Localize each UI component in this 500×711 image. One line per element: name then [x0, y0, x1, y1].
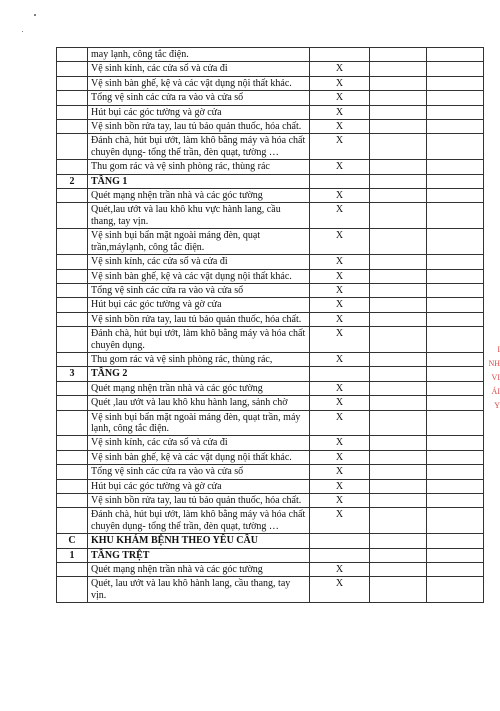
empty-frequency-cell	[427, 563, 484, 577]
daily-mark-cell: X	[310, 577, 370, 603]
task-description-cell: Vệ sinh bàn ghế, kệ và các vật dụng nội thất khác.	[88, 450, 310, 464]
stamp-text-line: NH	[488, 359, 500, 368]
task-description-cell: Vệ sinh kính, các cửa sổ và cửa đi	[88, 62, 310, 76]
row-index-cell	[57, 327, 88, 353]
row-index-cell	[57, 134, 88, 160]
task-row	[57, 465, 484, 479]
task-description-cell: Quét ,lau ướt và lau khô khu hành lang, sảnh chờ	[88, 396, 310, 410]
empty-frequency-cell	[427, 577, 484, 603]
stamp-text-line: I	[497, 345, 500, 354]
daily-mark-cell: X	[310, 91, 370, 105]
task-description-cell: Quét mạng nhện trần nhà và các góc tường	[88, 563, 310, 577]
row-index-cell	[57, 450, 88, 464]
task-row	[57, 450, 484, 464]
empty-frequency-cell	[370, 48, 427, 62]
task-description-cell: Vệ sinh bồn rửa tay, lau tủ bảo quản thuốc, hóa chất.	[88, 494, 310, 508]
section-header-row	[57, 548, 484, 562]
task-row	[57, 298, 484, 312]
daily-mark-cell: X	[310, 563, 370, 577]
task-description-cell: Hút bụi các góc tường và gờ cửa	[88, 479, 310, 493]
row-index-cell	[57, 479, 88, 493]
empty-frequency-cell	[370, 534, 427, 548]
task-row	[57, 410, 484, 436]
daily-mark-cell: X	[310, 105, 370, 119]
empty-frequency-cell	[370, 312, 427, 326]
empty-frequency-cell	[427, 410, 484, 436]
stamp-text-line: VI	[491, 373, 500, 382]
empty-frequency-cell	[370, 160, 427, 174]
task-row	[57, 381, 484, 395]
task-row	[57, 563, 484, 577]
empty-frequency-cell	[370, 396, 427, 410]
empty-frequency-cell	[427, 367, 484, 381]
empty-frequency-cell	[427, 312, 484, 326]
empty-frequency-cell	[370, 548, 427, 562]
row-index-cell	[57, 577, 88, 603]
row-index-cell	[57, 269, 88, 283]
empty-frequency-cell	[427, 298, 484, 312]
row-index-cell	[57, 396, 88, 410]
task-description-cell: Đánh chà, hút bụi ướt, làm khô bằng máy và hóa chất chuyên dụng- tổng thể trần, đèn quạt, tường …	[88, 508, 310, 534]
task-row	[57, 312, 484, 326]
task-row	[57, 396, 484, 410]
task-description-cell: Tổng vệ sinh các cửa ra vào và cửa sổ	[88, 465, 310, 479]
empty-frequency-cell	[427, 120, 484, 134]
task-description-cell: Thu gom rác và vệ sinh phòng rác, thùng rác	[88, 160, 310, 174]
row-index-cell	[57, 563, 88, 577]
empty-frequency-cell	[370, 189, 427, 203]
section-header-row	[57, 367, 484, 381]
task-row	[57, 479, 484, 493]
task-description-cell: may lạnh, công tắc điện.	[88, 48, 310, 62]
empty-frequency-cell	[427, 255, 484, 269]
daily-mark-cell	[310, 174, 370, 188]
task-row	[57, 160, 484, 174]
row-index-cell	[57, 120, 88, 134]
row-index-cell	[57, 494, 88, 508]
empty-frequency-cell	[427, 450, 484, 464]
daily-mark-cell	[310, 534, 370, 548]
daily-mark-cell: X	[310, 62, 370, 76]
task-row	[57, 508, 484, 534]
red-stamp-fragment	[482, 343, 500, 441]
empty-frequency-cell	[427, 436, 484, 450]
daily-mark-cell: X	[310, 283, 370, 297]
row-index-cell	[57, 410, 88, 436]
task-description-cell: Tổng vệ sinh các cửa ra vào và cửa sổ	[88, 283, 310, 297]
task-row	[57, 327, 484, 353]
task-row	[57, 255, 484, 269]
empty-frequency-cell	[427, 91, 484, 105]
stamp-text-line: ÁI	[491, 387, 500, 396]
task-description-cell: Vệ sinh bồn rửa tay, lau tủ bảo quản thuốc, hóa chất.	[88, 120, 310, 134]
empty-frequency-cell	[427, 479, 484, 493]
daily-mark-cell: X	[310, 76, 370, 90]
task-row	[57, 229, 484, 255]
task-row	[57, 494, 484, 508]
empty-frequency-cell	[370, 229, 427, 255]
row-index-cell	[57, 105, 88, 119]
row-index-cell	[57, 91, 88, 105]
empty-frequency-cell	[427, 269, 484, 283]
empty-frequency-cell	[370, 174, 427, 188]
task-description-cell: Thu gom rác và vệ sinh phòng rác, thùng rác,	[88, 352, 310, 366]
task-description-cell: Vệ sinh kính, các cửa sổ và cửa đi	[88, 255, 310, 269]
daily-mark-cell	[310, 48, 370, 62]
task-table-body	[57, 48, 484, 603]
empty-frequency-cell	[427, 62, 484, 76]
task-description-cell: Vệ sinh bàn ghế, kệ và các vật dụng nội thất khác.	[88, 76, 310, 90]
task-description-cell: Quét mạng nhện trần nhà và các góc tường	[88, 189, 310, 203]
daily-mark-cell: X	[310, 327, 370, 353]
row-index-cell	[57, 189, 88, 203]
empty-frequency-cell	[370, 255, 427, 269]
daily-mark-cell: X	[310, 189, 370, 203]
row-index-cell	[57, 160, 88, 174]
task-row	[57, 436, 484, 450]
task-description-cell: KHU KHÁM BỆNH THEO YÊU CẦU	[88, 534, 310, 548]
row-index-cell: 2	[57, 174, 88, 188]
empty-frequency-cell	[427, 229, 484, 255]
row-index-cell: 1	[57, 548, 88, 562]
empty-frequency-cell	[370, 76, 427, 90]
task-description-cell: Hút bụi các góc tường và gờ cửa	[88, 105, 310, 119]
empty-frequency-cell	[370, 577, 427, 603]
daily-mark-cell: X	[310, 465, 370, 479]
row-index-cell: C	[57, 534, 88, 548]
empty-frequency-cell	[370, 203, 427, 229]
empty-frequency-cell	[370, 298, 427, 312]
task-description-cell: Quét mạng nhện trần nhà và các góc tường	[88, 381, 310, 395]
empty-frequency-cell	[427, 548, 484, 562]
task-description-cell: TẦNG 2	[88, 367, 310, 381]
task-row	[57, 62, 484, 76]
daily-mark-cell	[310, 367, 370, 381]
task-description-cell: TẦNG 1	[88, 174, 310, 188]
stamp-text-line: Y	[494, 401, 500, 410]
empty-frequency-cell	[370, 508, 427, 534]
row-index-cell	[57, 76, 88, 90]
daily-mark-cell: X	[310, 160, 370, 174]
empty-frequency-cell	[370, 269, 427, 283]
empty-frequency-cell	[370, 120, 427, 134]
daily-mark-cell: X	[310, 352, 370, 366]
row-index-cell	[57, 203, 88, 229]
empty-frequency-cell	[427, 494, 484, 508]
daily-mark-cell: X	[310, 255, 370, 269]
empty-frequency-cell	[370, 381, 427, 395]
row-index-cell	[57, 283, 88, 297]
section-header-row	[57, 534, 484, 548]
empty-frequency-cell	[427, 508, 484, 534]
empty-frequency-cell	[427, 203, 484, 229]
empty-frequency-cell	[427, 76, 484, 90]
task-row	[57, 105, 484, 119]
empty-frequency-cell	[370, 62, 427, 76]
scan-speck	[22, 31, 23, 32]
empty-frequency-cell	[370, 134, 427, 160]
empty-frequency-cell	[370, 283, 427, 297]
empty-frequency-cell	[427, 134, 484, 160]
task-row	[57, 76, 484, 90]
daily-mark-cell: X	[310, 494, 370, 508]
task-description-cell: Đánh chà, hút bụi ướt, làm khô bằng máy và hóa chất chuyên dụng- tổng thể trần, đèn quạt, tường …	[88, 134, 310, 160]
row-index-cell	[57, 62, 88, 76]
row-index-cell	[57, 381, 88, 395]
scan-speck	[34, 14, 36, 16]
empty-frequency-cell	[427, 160, 484, 174]
empty-frequency-cell	[370, 410, 427, 436]
daily-mark-cell: X	[310, 298, 370, 312]
task-row	[57, 91, 484, 105]
cleaning-task-table	[56, 47, 484, 603]
empty-frequency-cell	[370, 450, 427, 464]
row-index-cell	[57, 436, 88, 450]
task-description-cell: Vệ sinh bụi bẩn mặt ngoài máng đèn, quạt trần, máy lạnh, công tắc điện.	[88, 410, 310, 436]
empty-frequency-cell	[427, 352, 484, 366]
daily-mark-cell: X	[310, 381, 370, 395]
task-description-cell: Vệ sinh bụi bẩn mặt ngoài máng đèn, quạt trần,máylạnh, công tắc điện.	[88, 229, 310, 255]
task-row	[57, 48, 484, 62]
row-index-cell	[57, 352, 88, 366]
task-row	[57, 269, 484, 283]
daily-mark-cell: X	[310, 312, 370, 326]
task-row	[57, 283, 484, 297]
empty-frequency-cell	[370, 352, 427, 366]
empty-frequency-cell	[427, 283, 484, 297]
daily-mark-cell: X	[310, 203, 370, 229]
empty-frequency-cell	[370, 479, 427, 493]
empty-frequency-cell	[370, 105, 427, 119]
daily-mark-cell: X	[310, 450, 370, 464]
row-index-cell	[57, 255, 88, 269]
task-description-cell: Vệ sinh bồn rửa tay, lau tủ bảo quản thuốc, hóa chất.	[88, 312, 310, 326]
row-index-cell	[57, 229, 88, 255]
empty-frequency-cell	[370, 91, 427, 105]
task-description-cell: Tổng vệ sinh các cửa ra vào và cửa sổ	[88, 91, 310, 105]
empty-frequency-cell	[427, 189, 484, 203]
daily-mark-cell: X	[310, 120, 370, 134]
empty-frequency-cell	[370, 494, 427, 508]
row-index-cell: 3	[57, 367, 88, 381]
task-description-cell: Đánh chà, hút bụi ướt, làm khô bằng máy và hóa chất chuyên dụng.	[88, 327, 310, 353]
task-row	[57, 134, 484, 160]
daily-mark-cell: X	[310, 436, 370, 450]
daily-mark-cell: X	[310, 229, 370, 255]
daily-mark-cell: X	[310, 396, 370, 410]
task-description-cell: Quét,lau ướt và lau khô khu vực hành lang, cầu thang, tay vịn.	[88, 203, 310, 229]
daily-mark-cell: X	[310, 508, 370, 534]
daily-mark-cell	[310, 548, 370, 562]
empty-frequency-cell	[370, 367, 427, 381]
task-description-cell: Vệ sinh kính, các cửa sổ và cửa đi	[88, 436, 310, 450]
task-description-cell: Vệ sinh bàn ghế, kệ và các vật dụng nội thất khác.	[88, 269, 310, 283]
empty-frequency-cell	[370, 327, 427, 353]
task-row	[57, 352, 484, 366]
empty-frequency-cell	[427, 381, 484, 395]
empty-frequency-cell	[370, 436, 427, 450]
empty-frequency-cell	[427, 327, 484, 353]
empty-frequency-cell	[427, 174, 484, 188]
empty-frequency-cell	[427, 465, 484, 479]
task-description-cell: TẦNG TRỆT	[88, 548, 310, 562]
row-index-cell	[57, 508, 88, 534]
empty-frequency-cell	[427, 534, 484, 548]
section-header-row	[57, 174, 484, 188]
task-description-cell: Hút bụi các góc tường và gờ cửa	[88, 298, 310, 312]
empty-frequency-cell	[427, 396, 484, 410]
task-description-cell: Quét, lau ướt và lau khô hành lang, cầu thang, tay vịn.	[88, 577, 310, 603]
empty-frequency-cell	[370, 465, 427, 479]
task-row	[57, 120, 484, 134]
daily-mark-cell: X	[310, 134, 370, 160]
row-index-cell	[57, 298, 88, 312]
daily-mark-cell: X	[310, 410, 370, 436]
row-index-cell	[57, 312, 88, 326]
row-index-cell	[57, 48, 88, 62]
task-row	[57, 577, 484, 603]
daily-mark-cell: X	[310, 269, 370, 283]
daily-mark-cell: X	[310, 479, 370, 493]
task-row	[57, 203, 484, 229]
task-row	[57, 189, 484, 203]
empty-frequency-cell	[427, 105, 484, 119]
row-index-cell	[57, 465, 88, 479]
empty-frequency-cell	[427, 48, 484, 62]
empty-frequency-cell	[370, 563, 427, 577]
